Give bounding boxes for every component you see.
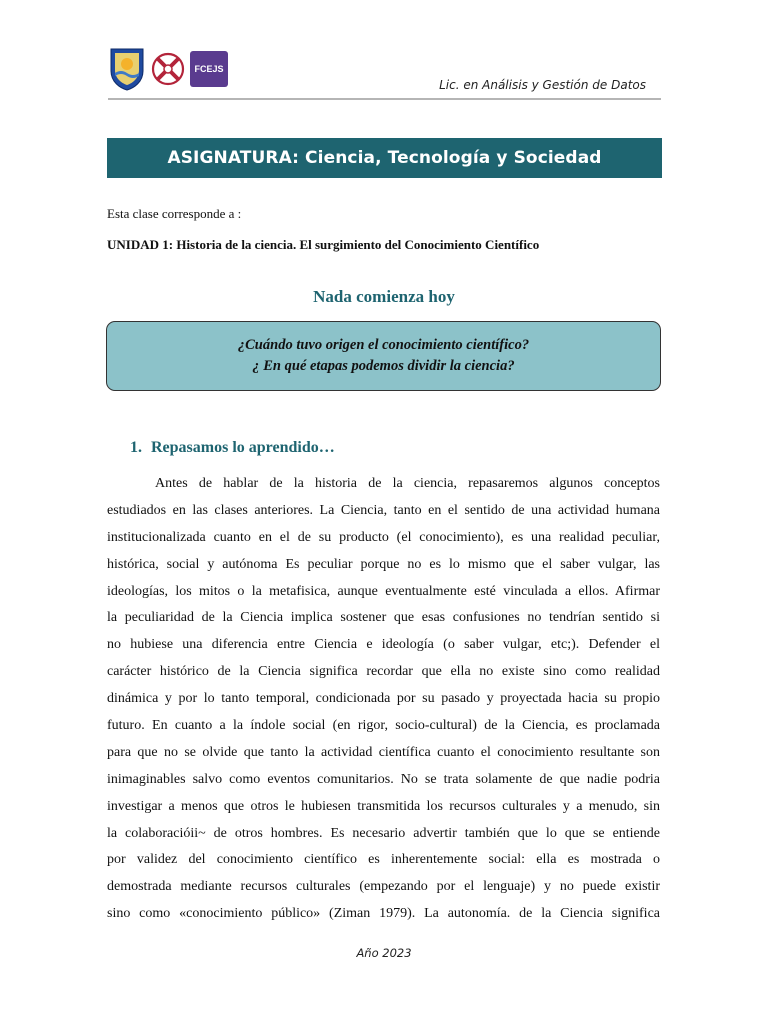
footer-year: Año 2023 [356, 946, 412, 960]
body-line: dinámica y por lo tanto temporal, condicionada por su pasado y proyectada hacia su propio [107, 691, 660, 707]
body-line: Antes de hablar de la historia de la ciencia, repasaremos algunos conceptos [155, 476, 660, 491]
header-logos [108, 46, 228, 92]
body-line: por validez del conocimiento científico es inherentemente social: ella es mostrada o [107, 852, 660, 868]
body-line: para que no se olvide que tanto la actividad científica cuanto el conocimiento resultante son [107, 744, 660, 760]
fcejs-logo-text: FCEJS [194, 64, 224, 74]
intro-text: Esta clase corresponde a : [107, 206, 242, 221]
section-heading [130, 439, 335, 457]
university-shield-logo [108, 47, 146, 91]
unit-heading: UNIDAD 1: Historia de la ciencia. El surgimiento del Conocimiento Científico [107, 237, 540, 252]
body-line: sino como «conocimiento público» (Ziman 1979). La autonomía. de la Ciencia significa [107, 906, 660, 922]
lesson-subtitle: Nada comienza hoy [313, 287, 455, 306]
question-2: ¿ En qué etapas podemos dividir la ciencia? [252, 358, 515, 374]
body-line: la peculiaridad de la Ciencia implica sostener que esas confusiones no tendrían sentido si [107, 610, 660, 626]
body-line: inimaginables salvo como eventos comunitarios. No se trata solamente de que nadie podria [107, 771, 660, 787]
body-paragraph [107, 471, 660, 928]
body-line: institucionalizada cuanto en el de su producto (el conocimiento), es una realidad peculiar, [107, 529, 660, 545]
body-line: futuro. En cuanto a la índole social (en rigor, socio-cultural) de la Ciencia, es proclamada [107, 718, 660, 734]
program-name: Lic. en Análisis y Gestión de Datos [439, 78, 646, 92]
question-box [106, 321, 661, 391]
red-cross-emblem-logo [150, 51, 186, 87]
body-line: histórica, social y autónoma Es peculiar porque no es lo mismo que el saber vulgar, las [107, 556, 660, 572]
fcejs-logo [190, 51, 228, 87]
body-line: estudiados en las clases anteriores. La Ciencia, tanto en el sentido de una actividad humana [107, 502, 660, 518]
body-line: la colaboracióii~ de otros hombres. Es necesario advertir también que lo que se entiende [107, 825, 660, 841]
body-line: demostrada mediante recursos culturales (empezando por el lenguaje) y no puede existir [107, 879, 660, 895]
body-line: ideologías, los mitos o la metafisica, aunque eventualmente esté vinculada a ellos. Afirmar [107, 583, 660, 599]
body-line: carácter histórico de la Ciencia significa recordar que ella no existe sino como realidad [107, 664, 660, 680]
section-number: 1. [130, 439, 142, 456]
body-line: no hubiese una diferencia entre Ciencia e ideología (o saber vulgar, etc;). Defender el [107, 637, 660, 653]
subject-title-banner: ASIGNATURA: Ciencia, Tecnología y Sociedad [107, 138, 662, 178]
body-line: investigar a menos que otros le hubiesen transmitida los recursos culturales y a menudo, sin [107, 798, 660, 814]
section-title: Repasamos lo aprendido… [151, 439, 335, 456]
question-1: ¿Cuándo tuvo origen el conocimiento científico? [237, 337, 530, 353]
header-divider [108, 98, 661, 100]
